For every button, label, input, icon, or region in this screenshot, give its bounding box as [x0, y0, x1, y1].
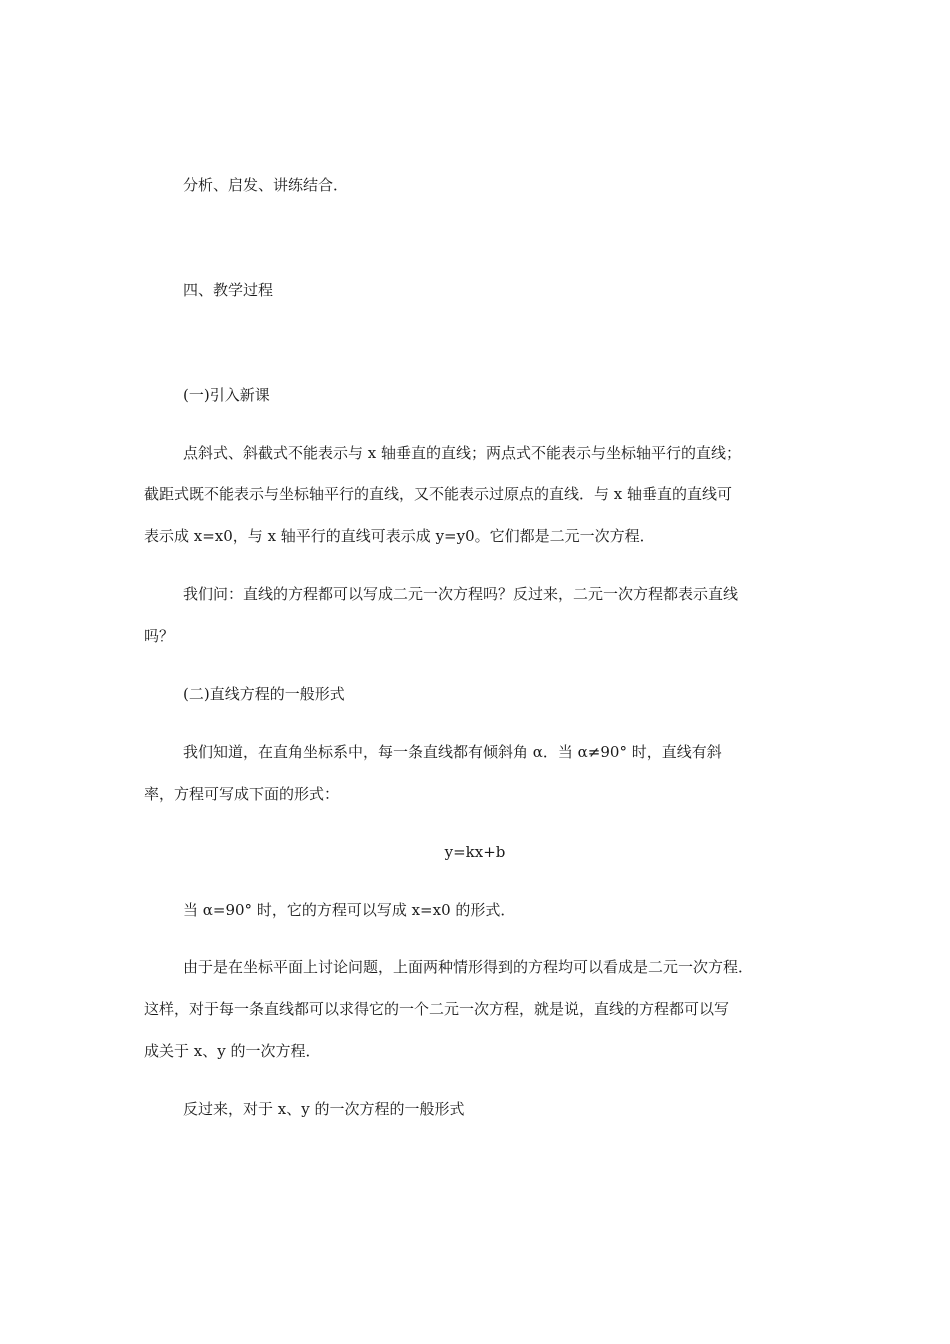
paragraph-line: 吗？	[144, 627, 175, 645]
subsection-heading-general-form: (二)直线方程的一般形式	[183, 685, 345, 703]
paragraph-line: 点斜式、斜截式不能表示与 x 轴垂直的直线；两点式不能表示与坐标轴平行的直线；	[183, 444, 741, 462]
teaching-method-text: 分析、启发、讲练结合．	[183, 176, 349, 194]
paragraph-line: 成关于 x、y 的一次方程．	[144, 1042, 321, 1060]
paragraph-line: 率，方程可写成下面的形式：	[144, 785, 340, 803]
section-heading-teaching-process: 四、教学过程	[183, 281, 274, 299]
paragraph-line: 这样，对于每一条直线都可以求得它的一个二元一次方程，就是说，直线的方程都可以写	[144, 1000, 730, 1018]
paragraph-line: 反过来，对于 x、y 的一次方程的一般形式	[183, 1100, 465, 1118]
paragraph-line: 我们知道，在直角坐标系中，每一条直线都有倾斜角 α．当 α≠90° 时，直线有斜	[183, 743, 722, 761]
paragraph-line: 我们问：直线的方程都可以写成二元一次方程吗？反过来，二元一次方程都表示直线	[183, 585, 739, 603]
paragraph-line: 表示成 x=x0，与 x 轴平行的直线可表示成 y=y0。它们都是二元一次方程．	[144, 527, 655, 545]
paragraph-line: 当 α=90° 时，它的方程可以写成 x=x0 的形式．	[183, 901, 516, 919]
paragraph-line: 截距式既不能表示与坐标轴平行的直线，又不能表示过原点的直线．与 x 轴垂直的直线可	[144, 485, 732, 503]
formula-slope-intercept: y=kx+b	[444, 843, 506, 861]
paragraph-line: 由于是在坐标平面上讨论问题，上面两种情形得到的方程均可以看成是二元一次方程．	[183, 958, 754, 976]
subsection-heading-intro: (一)引入新课	[183, 386, 270, 404]
